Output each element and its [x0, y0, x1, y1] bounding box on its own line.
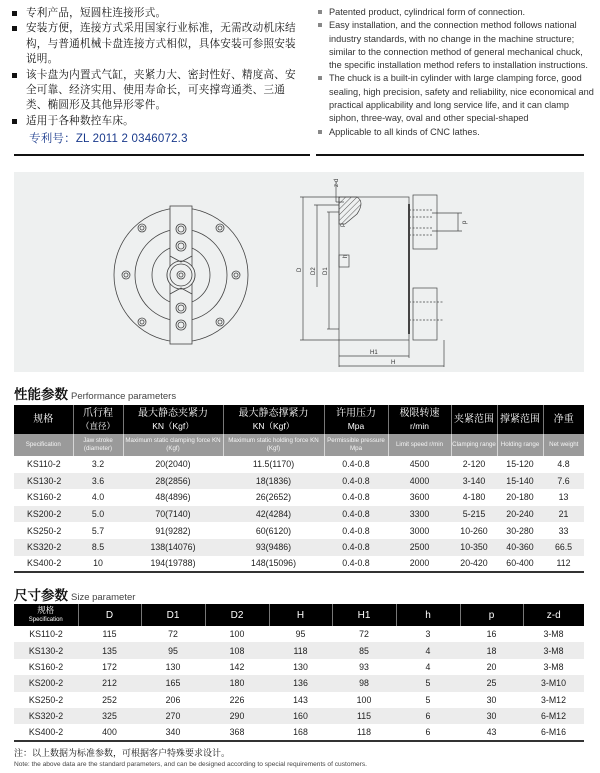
table-cell: 40-360 — [497, 539, 543, 556]
header-cn-text: 许用压力 — [336, 407, 376, 419]
table-cell: KS250-2 — [28, 694, 64, 705]
table-cell: 3.6 — [73, 473, 123, 490]
divider — [316, 154, 584, 156]
table-row — [14, 489, 584, 506]
header-cn-text: 最大静态夹紧力 — [138, 407, 208, 419]
header-cell-cn — [14, 405, 73, 434]
size-title — [14, 584, 135, 604]
size-title-en: Size parameter — [71, 592, 136, 603]
table-row — [14, 473, 584, 490]
performance-title-en: Performance parameters — [71, 391, 177, 402]
table-cell: 30 — [460, 708, 523, 724]
table-cell: KS400-2 — [14, 724, 78, 740]
table-cell: KS110-2 — [27, 459, 61, 470]
header-cn-sub: （直径） — [80, 420, 115, 431]
table-cell: 115 — [102, 629, 117, 640]
table-cell: 135 — [78, 642, 141, 658]
label-D: D — [297, 267, 303, 272]
patent-value: ZL 2011 2 0346072.3 — [75, 133, 188, 145]
label-zd: z-d — [334, 178, 340, 187]
table-cell: 138(14076) — [123, 539, 223, 556]
mount-hole — [122, 271, 130, 279]
table-cell: 26(2652) — [255, 492, 292, 503]
footnote — [14, 748, 367, 769]
table-cell: 2000 — [388, 556, 451, 573]
mount-hole — [216, 318, 224, 326]
header-spec-cn: 规格 — [37, 606, 55, 616]
table-cell: 368 — [205, 724, 269, 740]
header-cell: H1 — [332, 604, 396, 626]
table-cell: KS320-2 — [14, 539, 73, 556]
header-cell: H — [269, 604, 332, 626]
size-title-cn: 尺寸参数 — [14, 588, 68, 604]
header-cn-sub: KN（Kgf） — [152, 420, 194, 431]
table-cell: 100 — [229, 629, 245, 640]
table-row — [14, 626, 584, 642]
table-cell: KS400-2 — [14, 556, 73, 573]
table-cell: 112 — [543, 556, 584, 573]
table-cell: 3300 — [388, 506, 451, 523]
table-cell: 108 — [205, 642, 269, 658]
table-cell: 28(2856) — [123, 473, 223, 490]
table-cell: 11.5(1170) — [252, 459, 295, 470]
table-cell: KS160-2 — [27, 492, 62, 503]
table-cell: 2-120 — [462, 459, 486, 470]
table-cell: 115 — [332, 708, 396, 724]
table-row — [14, 659, 584, 675]
table-row — [14, 724, 584, 740]
header-cell-cn — [73, 405, 123, 434]
table-cell: 212 — [78, 675, 141, 691]
table-cell: 6 — [396, 724, 460, 740]
table-cell: KS110-2 — [29, 629, 63, 640]
table-cell: 226 — [229, 694, 245, 705]
table-row — [14, 556, 584, 573]
table-cell: 6-M12 — [523, 708, 584, 724]
table-row — [14, 522, 584, 539]
cn-bullet-list — [10, 6, 305, 129]
table-cell: 15-140 — [497, 473, 543, 490]
table-cell: 0.4-0.8 — [324, 539, 388, 556]
table-cell: 93(9486) — [223, 539, 324, 556]
table-row — [14, 692, 584, 708]
table-cell: KS200-2 — [14, 506, 73, 523]
table-row — [14, 642, 584, 658]
table-cell: 20-420 — [451, 556, 497, 573]
en-bullet: Applicable to all kinds of CNC lathes. — [316, 126, 598, 139]
header-cn-text: 爪行程 — [83, 407, 113, 419]
header-cell-cn — [324, 405, 388, 434]
cn-bullet: 专利产品，短圆柱连接形式。 — [10, 6, 305, 21]
table-cell: 0.4-0.8 — [342, 492, 370, 503]
table-cell: 5 — [396, 675, 460, 691]
header-cn-text: 极限转速 — [399, 407, 440, 419]
table-cell: 3-M8 — [543, 661, 564, 672]
label-H: H — [391, 360, 396, 366]
table-cell: 18 — [460, 642, 523, 658]
header-cell-cn — [388, 405, 451, 434]
table-cell: 8.5 — [73, 539, 123, 556]
table-cell: 25 — [460, 675, 523, 691]
header-cn-text: 夹紧范围 — [454, 413, 494, 425]
header-cell-en: Holding range — [497, 434, 543, 456]
header-cn-sub: KN（Kgf） — [252, 420, 295, 431]
table-cell: 43 — [460, 724, 523, 740]
table-row — [14, 456, 584, 473]
table-cell: 10-260 — [460, 525, 488, 536]
table-cell: 0.4-0.8 — [342, 459, 370, 470]
table-cell: 4-180 — [462, 492, 486, 503]
en-bullet: Patented product, cylindrical form of connection. — [316, 6, 598, 19]
table-cell: 100 — [356, 694, 372, 705]
mount-hole — [138, 318, 146, 326]
header-cell-en: Limit speed r/min — [388, 434, 451, 456]
table-cell: 15-120 — [506, 459, 534, 470]
table-row — [14, 539, 584, 556]
performance-table — [14, 405, 584, 573]
table-cell: 0.4-0.8 — [324, 473, 388, 490]
performance-title-cn: 性能参数 — [14, 387, 68, 403]
table-cell: 165 — [141, 675, 205, 691]
table-cell: 85 — [332, 642, 396, 658]
table-cell: 118 — [269, 642, 332, 658]
jaw-lower — [413, 288, 437, 340]
table-cell: 33 — [558, 525, 569, 536]
table-cell: 18(1836) — [223, 473, 324, 490]
header-spec — [14, 604, 78, 626]
table-cell: 95 — [141, 642, 205, 658]
table-cell: 5 — [425, 694, 431, 705]
table-cell: 20(2040) — [155, 459, 191, 470]
table-cell: 91(9282) — [155, 525, 191, 536]
table-cell: 118 — [332, 724, 396, 740]
header-spec-en: Specification — [28, 617, 63, 623]
table-cell: KS320-2 — [14, 708, 78, 724]
table-cell: 6 — [396, 708, 460, 724]
size-body — [14, 626, 584, 741]
table-cell: 168 — [269, 724, 332, 740]
table-cell: 72 — [168, 629, 178, 640]
footnote-cn: 注：以上数据为标准参数，可根据客户特殊要求设计。 — [14, 749, 231, 759]
header-row-en — [14, 434, 584, 456]
table-cell: 42(4284) — [223, 506, 324, 523]
table-cell: 10 — [73, 556, 123, 573]
table-cell: 290 — [205, 708, 269, 724]
front-view — [114, 206, 248, 344]
performance-body — [14, 456, 584, 572]
table-cell: 180 — [205, 675, 269, 691]
intro-section — [0, 0, 600, 160]
divider — [14, 154, 310, 156]
header-cell-cn — [543, 405, 584, 434]
header-cell: z-d — [523, 604, 584, 626]
table-cell: 4 — [396, 642, 460, 658]
mount-hole — [138, 224, 146, 232]
table-cell: 194(19788) — [123, 556, 223, 573]
header-cell-en: Maximum static clamping force KN (Kgf) — [123, 434, 223, 456]
table-cell: 30 — [486, 694, 497, 705]
table-cell: KS250-2 — [27, 525, 62, 536]
table-cell: 48(4896) — [155, 492, 191, 503]
table-cell: 6-M16 — [523, 724, 584, 740]
table-row — [14, 506, 584, 523]
table-row — [14, 708, 584, 724]
size-table — [14, 604, 584, 742]
table-cell: KS130-2 — [14, 473, 73, 490]
table-cell: 4.0 — [91, 492, 105, 503]
table-cell: 5.7 — [91, 525, 105, 536]
table-cell: 21 — [543, 506, 584, 523]
table-cell: 5.0 — [73, 506, 123, 523]
en-bullet: The chuck is a built-in cylinder with large clamping force, good sealing, high precision, safety and reliability, nice economical and practical applicability and long service life, and it can clamp siphon, three-way, oval and other special-shaped — [316, 72, 598, 125]
table-cell: 3-140 — [451, 473, 497, 490]
cn-bullet: 该卡盘为内置式气缸，夹紧力大、密封性好、精度高、安全可靠、经济实用、使用寿命长，可夹撑弯通类、三通类、椭圆形及其他异形零件。 — [10, 68, 305, 114]
header-cell-cn — [123, 405, 223, 434]
size-header-row — [14, 604, 584, 626]
header-cn-sub: Mpa — [347, 420, 365, 431]
table-cell: 7.6 — [543, 473, 584, 490]
header-cn-text: 规格 — [33, 413, 54, 425]
table-cell: 10-350 — [451, 539, 497, 556]
table-cell: 95 — [295, 629, 306, 640]
label-D1: D1 — [323, 267, 329, 275]
label-D2: D2 — [311, 267, 317, 275]
performance-title — [14, 383, 176, 403]
technical-drawing — [14, 172, 584, 372]
table-cell: 143 — [293, 694, 308, 705]
table-cell: 0.4-0.8 — [324, 556, 388, 573]
label-H1: H1 — [370, 350, 378, 356]
header-cell: D2 — [205, 604, 269, 626]
header-cn-text: 净重 — [553, 413, 574, 425]
table-cell: 16 — [486, 629, 497, 640]
label-h: h — [343, 254, 349, 258]
jaw-upper — [413, 195, 437, 249]
table-cell: 270 — [141, 708, 205, 724]
table-cell: KS200-2 — [14, 675, 78, 691]
en-bullet-list — [316, 6, 598, 139]
table-cell: 4 — [425, 661, 431, 672]
table-cell: 325 — [78, 708, 141, 724]
table-cell: 2500 — [388, 539, 451, 556]
header-cell-en: Specification — [14, 434, 73, 456]
header-cell: h — [396, 604, 460, 626]
table-cell: KS130-2 — [14, 642, 78, 658]
table-cell: 5-215 — [451, 506, 497, 523]
footnote-en: Note: the above data are the standard parameters, and can be designed according to special requirements of customers. — [14, 761, 367, 768]
patent-label: 专利号： — [29, 131, 76, 145]
table-cell: 20-240 — [497, 506, 543, 523]
table-cell: 4000 — [388, 473, 451, 490]
table-cell: 136 — [269, 675, 332, 691]
header-cn-text: 撑紧范围 — [500, 413, 540, 425]
table-cell: 148(15096) — [223, 556, 324, 573]
header-cell-cn — [497, 405, 543, 434]
header-row-cn — [14, 405, 584, 434]
mount-hole — [216, 224, 224, 232]
table-cell: 98 — [332, 675, 396, 691]
intro-chinese — [10, 6, 305, 129]
en-bullet: Easy installation, and the connection method follows national industry standards, with no change in the machine structure; similar to the connection method of general mechanical chuck, the specific installation method refers to installation instructions. — [316, 19, 598, 72]
header-cell: p — [460, 604, 523, 626]
table-row — [14, 675, 584, 691]
table-cell: 30-280 — [506, 525, 534, 536]
table-cell: 13 — [558, 492, 569, 503]
table-cell: 3 — [425, 629, 431, 640]
header-cell: D1 — [141, 604, 205, 626]
table-cell: 130 — [293, 661, 308, 672]
table-cell: 142 — [229, 661, 245, 672]
table-cell: 3600 — [409, 492, 430, 503]
table-cell: 70(7140) — [123, 506, 223, 523]
header-cell-cn — [451, 405, 497, 434]
label-p-right: p — [462, 220, 468, 224]
hatched-section — [339, 197, 361, 224]
header-cell-en: Permissible pressure Mpa — [324, 434, 388, 456]
table-cell: 4500 — [409, 459, 430, 470]
patent-number — [29, 130, 188, 146]
table-cell: 0.4-0.8 — [324, 506, 388, 523]
table-cell: 4.8 — [557, 459, 570, 470]
table-cell: 3.2 — [91, 459, 105, 470]
table-cell: 340 — [141, 724, 205, 740]
table-cell: 20 — [486, 661, 497, 672]
table-cell: 20-180 — [506, 492, 534, 503]
table-cell: KS160-2 — [28, 661, 64, 672]
table-cell: 172 — [102, 661, 117, 672]
table-cell: 160 — [269, 708, 332, 724]
table-cell: 3-M12 — [541, 694, 566, 705]
table-cell: 400 — [78, 724, 141, 740]
table-cell: 66.5 — [543, 539, 584, 556]
header-cn-text: 最大静态撑紧力 — [238, 407, 309, 419]
table-cell: 206 — [165, 694, 181, 705]
label-p-left: P — [341, 222, 347, 227]
mount-hole — [232, 271, 240, 279]
table-cell: 3-M8 — [523, 642, 584, 658]
table-cell: 3000 — [409, 525, 430, 536]
intro-english — [316, 6, 598, 139]
header-cell-cn — [223, 405, 324, 434]
table-cell: 72 — [359, 629, 369, 640]
table-cell: 60(6120) — [255, 525, 292, 536]
table-cell: 93 — [359, 661, 369, 672]
dimension-labels — [297, 179, 468, 366]
header-cell: D — [78, 604, 141, 626]
table-cell: 3-M8 — [543, 629, 564, 640]
header-cell-en: Net weight — [543, 434, 584, 456]
cn-bullet: 适用于各种数控车床。 — [10, 114, 305, 129]
table-cell: 0.4-0.8 — [342, 525, 370, 536]
header-cell-en: Jaw stroke (diameter) — [73, 434, 123, 456]
header-cell-en: Maximum static holding force KN (Kgf) — [223, 434, 324, 456]
header-cn-sub: r/min — [410, 420, 429, 431]
table-cell: 3-M10 — [523, 675, 584, 691]
header-cell-en: Clamping range — [451, 434, 497, 456]
table-cell: 130 — [165, 661, 181, 672]
drawing-svg — [14, 172, 584, 372]
cn-bullet: 安装方便，连接方式采用国家行业标准，无需改动机床结构，与普通机械卡盘连接方式相似，具体安装可参照安装说明。 — [10, 21, 305, 67]
table-cell: 252 — [102, 694, 117, 705]
table-cell: 60-400 — [497, 556, 543, 573]
